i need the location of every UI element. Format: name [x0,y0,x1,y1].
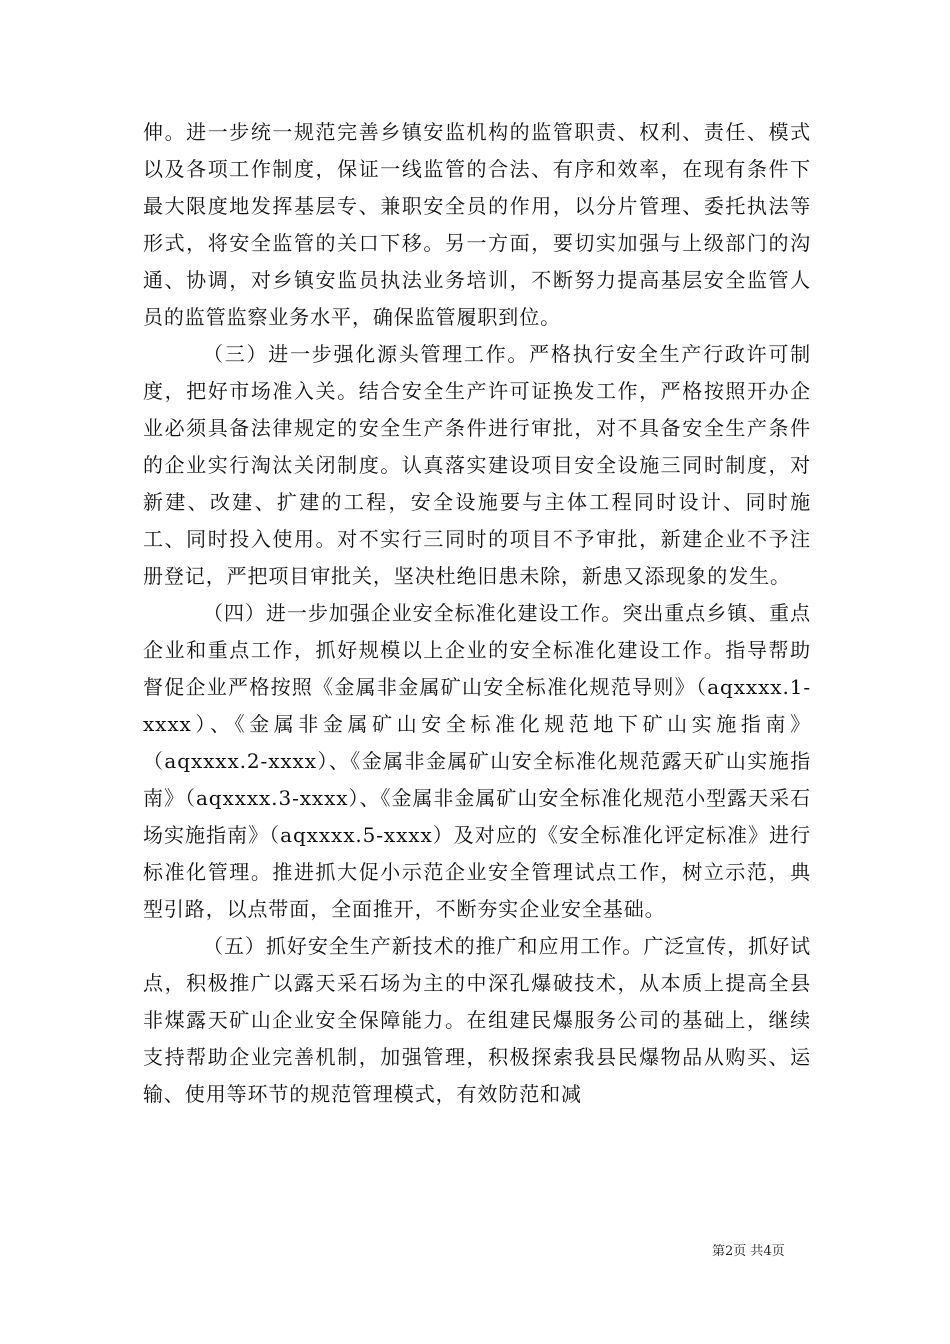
document-body [143,114,811,1113]
paragraph-new-technology: （五）抓好安全生产新技术的推广和应用工作。广泛宣传，抓好试点，积极推广以露天采石场为主的中深孔爆破技术，从本质上提高全县非煤露天矿山企业安全保障能力。在组建民爆服务公司的基础上，继续支持帮助企业完善机制，加强管理，积极探索我县民爆物品从购买、运输、使用等环节的规范管理模式，有效防范和减 [143,934,811,1106]
footer-current-page: 2 [725,1244,734,1259]
footer-middle: 页 共 [733,1244,764,1259]
footer-total-pages: 4 [763,1244,772,1259]
footer-prefix: 第 [712,1244,726,1259]
paragraph-standardization: （四）进一步加强企业安全标准化建设工作。突出重点乡镇、重点企业和重点工作，抓好规模以上企业的安全标准化建设工作。指导帮助督促企业严格按照《金属非金属矿山安全标准化规范导则》（aqxxxx.1-xxxx）、《金属非金属矿山安全标准化规范地下矿山实施指南》（aqxxxx.2-xxxx）、《金属非金属矿山安全标准化规范露天矿山实施指南》（aqxxxx.3-xxxx）、《金属非金属矿山安全标准化规范小型露天采石场实施指南》（aqxxxx.5-xxxx）及对应的《安全标准化评定标准》进行标准化管理。推进抓大促小示范企业安全管理试点工作，树立示范，典型引路，以点带面，全面推开，不断夯实企业安全基础。 [143,601,811,921]
footer-suffix: 页 [771,1244,785,1259]
paragraph-supervision: 伸。进一步统一规范完善乡镇安监机构的监管职责、权利、责任、模式以及各项工作制度，保证一线监管的合法、有序和效率，在现有条件下最大限度地发挥基层专、兼职安全员的作用，以分片管理、委托执法等形式，将安全监管的关口下移。另一方面，要切实加强与上级部门的沟通、协调，对乡镇安监员执法业务培训，不断努力提高基层安全监管人员的监管监察业务水平，确保监管履职到位。 [143,120,811,329]
paragraph-source-management: （三）进一步强化源头管理工作。严格执行安全生产行政许可制度，把好市场准入关。结合安全生产许可证换发工作，严格按照开办企业必须具备法律规定的安全生产条件进行审批，对不具备安全生产条件的企业实行淘汰关闭制度。认真落实建设项目安全设施三同时制度，对新建、改建、扩建的工程，安全设施要与主体工程同时设计、同时施工、同时投入使用。对不实行三同时的项目不予审批，新建企业不予注册登记，严把项目审批关，坚决杜绝旧患未除，新患又添现象的发生。 [143,342,811,588]
page-number-footer [712,1240,785,1259]
